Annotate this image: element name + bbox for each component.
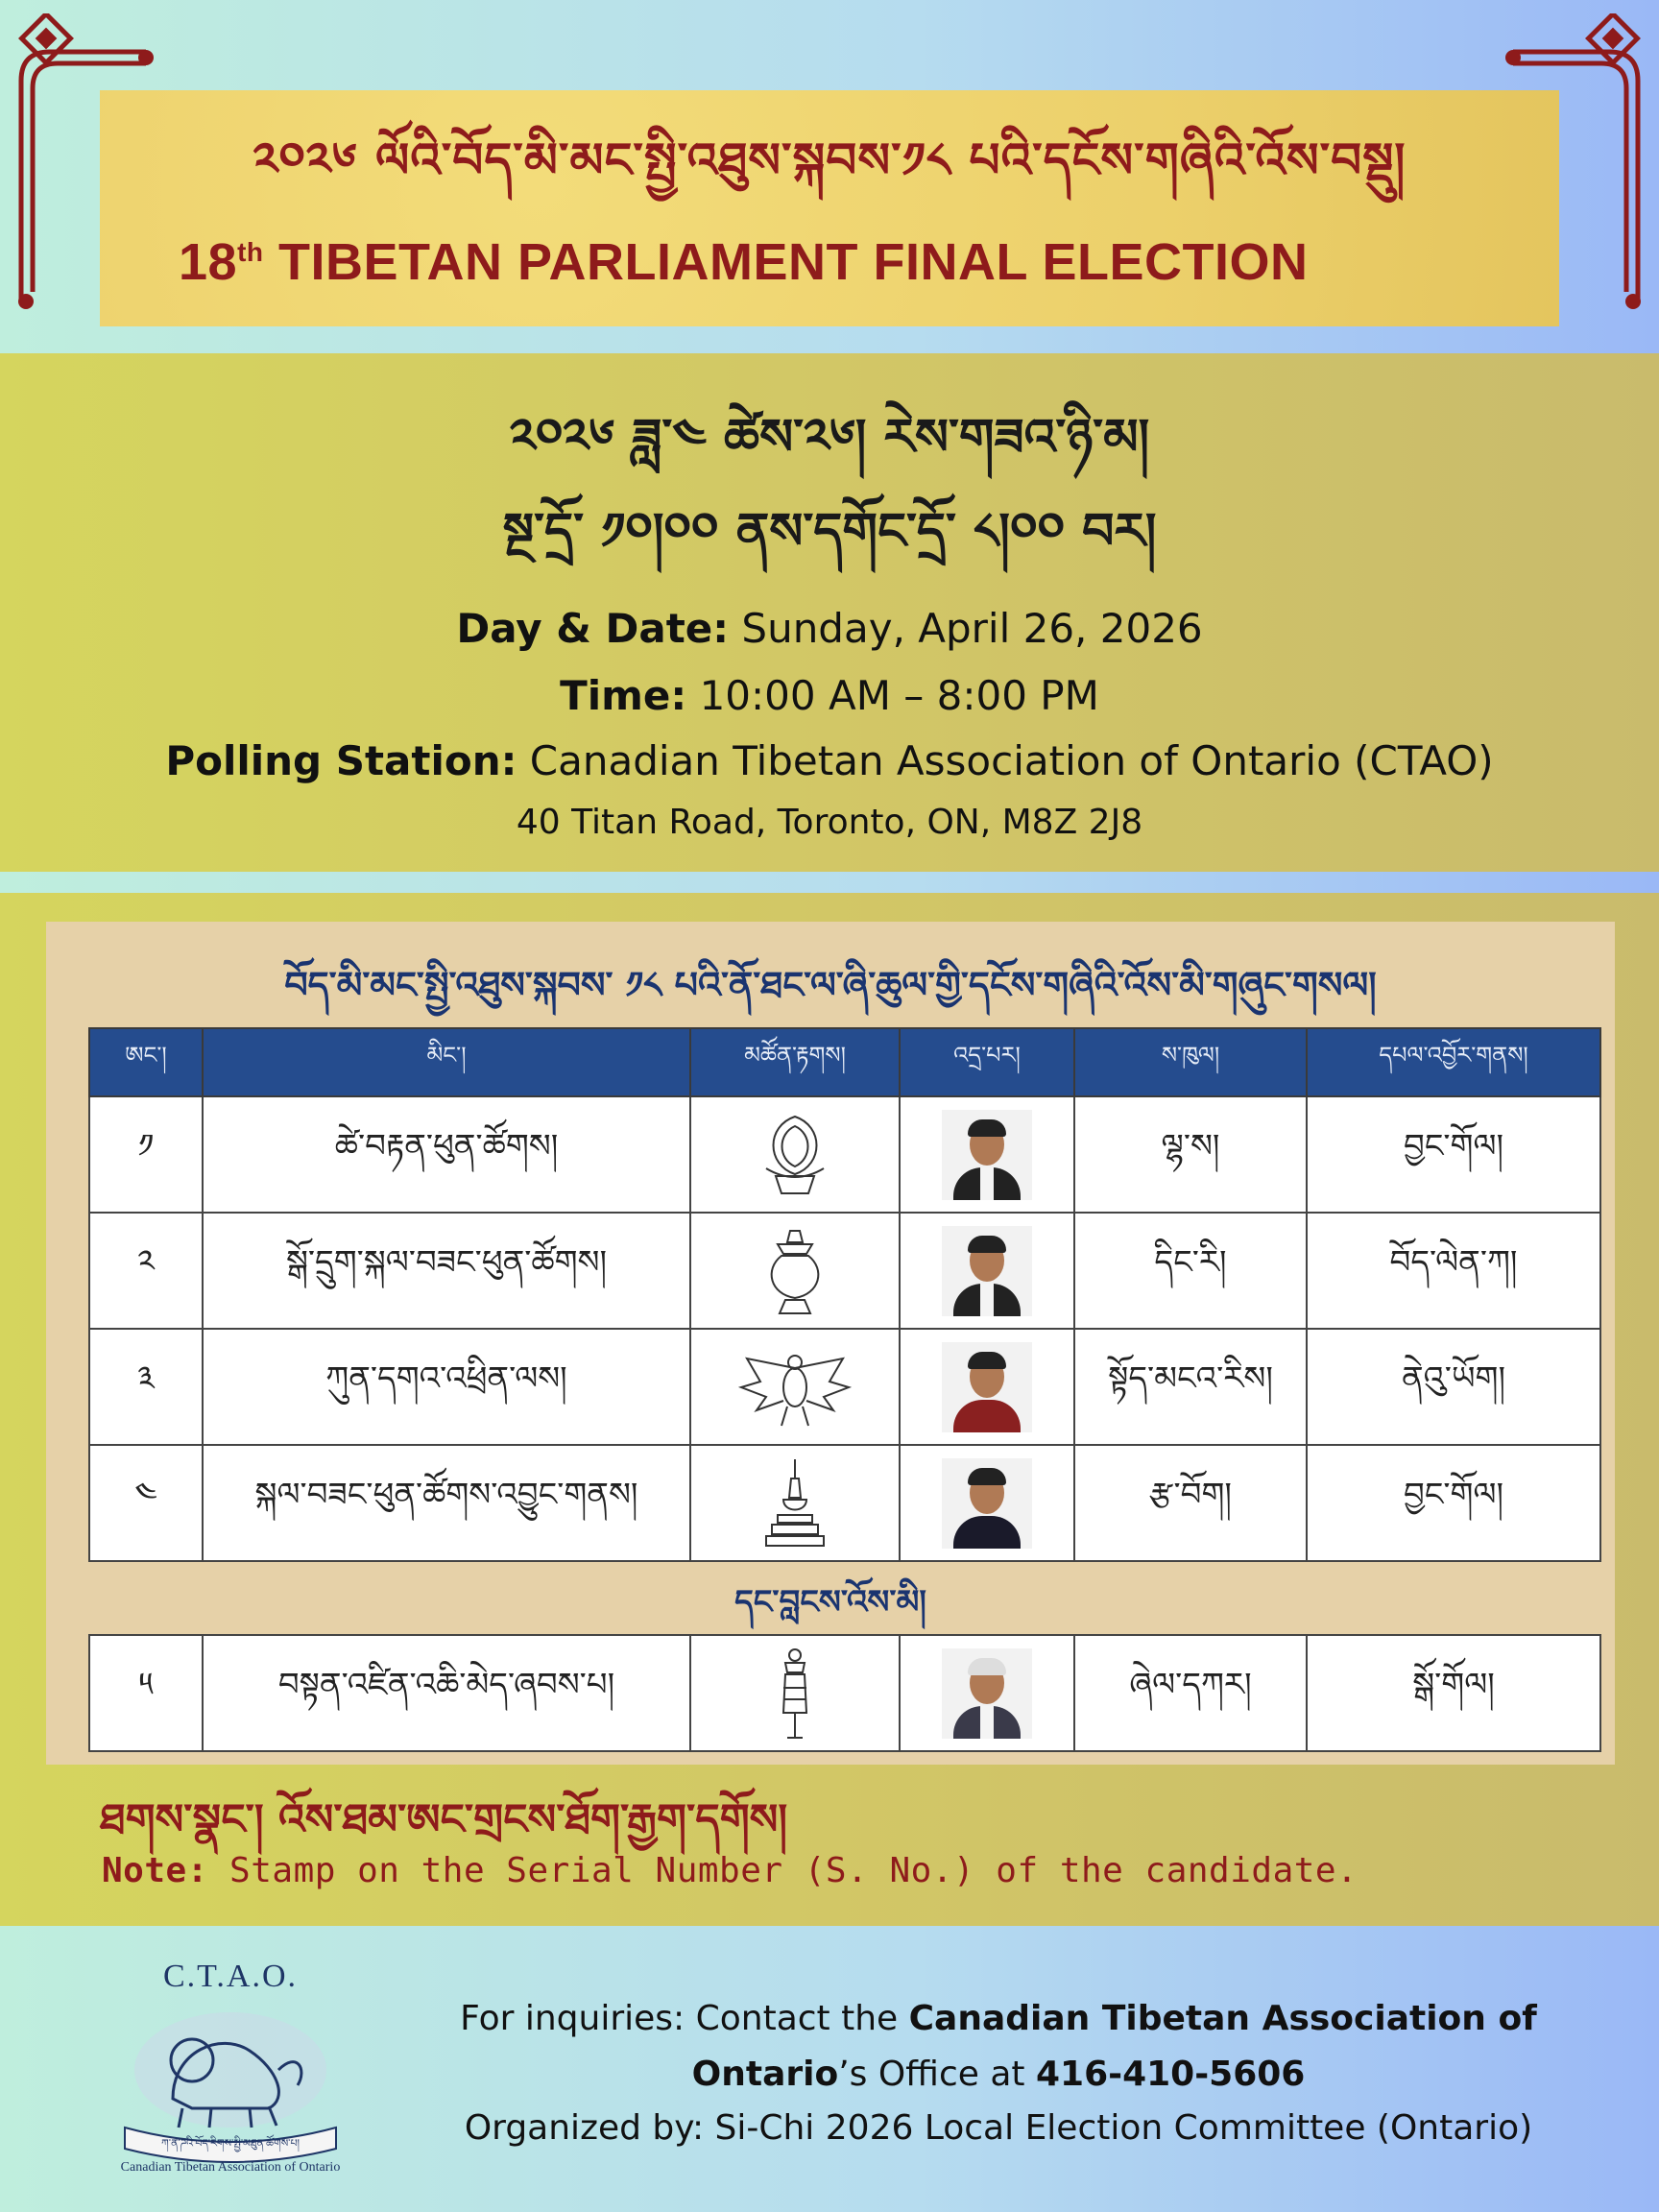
table-row (89, 1635, 1600, 1751)
table-header-row (89, 1028, 1600, 1096)
candidate-name: སྐལ་བཟང་ཕུན་ཚོགས་འབྱུང་གནས། (203, 1445, 690, 1561)
tibetan-time: སྔ་དྲོ་ ༡༠།༠༠ ནས་དགོང་དྲོ་ ༨།༠༠ བར། (502, 502, 1157, 561)
candidate-photo (900, 1445, 1074, 1561)
table-row (89, 1329, 1600, 1445)
candidate-place: བོད་ལེན་ཀ། (1307, 1213, 1600, 1329)
title-banner (100, 90, 1559, 326)
ballot-title: བོད་མི་མང་སྤྱི་འཐུས་སྐབས་ ༡༨ པའི་ནོ་ཐང་ལ་ཞི་ཆུལ་གྱི་དངོས་གཞིའི་འོས་མི་གཞུང་གསལ། (284, 963, 1377, 1006)
logo-caption: Canadian Tibetan Association of Ontario (120, 2160, 341, 2175)
candidate-region: རྩ་བོག། (1074, 1445, 1307, 1561)
candidate-name: ཚེ་བརྟན་ཕུན་ཚོགས། (203, 1096, 690, 1213)
tibetan-title: ༢༠༢༦ ལོའི་བོད་མི་མང་སྤྱི་འཐུས་སྐབས་༡༨ པའི་དངོས་གཞིའི་འོས་བསྡུ། (252, 132, 1407, 188)
polling-station-line: Polling Station: Canadian Tibetan Association of Ontario (CTAO) (165, 737, 1494, 784)
candidate-place: ནེའུ་ཡོག། (1307, 1329, 1600, 1445)
logo-acronym: C.T.A.O. (162, 1959, 299, 1994)
logo-banner-text: ཀ་ན་ཌའི་བོད་རིགས་སྤྱི་མཐུན་ཚོགས་པ། (161, 2137, 300, 2150)
header-number: ཨང་། (89, 1028, 203, 1096)
phone-number[interactable]: 416-410-5606 (1035, 2055, 1306, 2094)
candidate-name: ཀུན་དགའ་འཕྲིན་ལས། (203, 1329, 690, 1445)
serial-number[interactable]: ༣ (89, 1329, 203, 1445)
stupa-icon (690, 1445, 900, 1561)
snow-lion-icon (115, 1993, 346, 2166)
serial-number[interactable]: ༤ (89, 1445, 203, 1561)
candidate-photo (900, 1096, 1074, 1213)
table-row (89, 1213, 1600, 1329)
header-photo: འདྲ་པར། (900, 1028, 1074, 1096)
candidate-place: བྱང་གོལ། (1307, 1096, 1600, 1213)
header-region: ས་ཁུལ། (1074, 1028, 1307, 1096)
candidate-place: སྒོ་གོལ། (1307, 1635, 1600, 1751)
organizer-line: Organized by: Si-Chi 2026 Local Election Committee (Ontario) (464, 2108, 1533, 2148)
tibetan-note: ཐགས་སྣང་། འོས་ཐམ་ཨང་གྲངས་ཐོག་རྒྱག་དགོས། (100, 1795, 788, 1844)
tibetan-date: ༢༠༢༦ ཟླ་༤ ཚེས་༢༦། རེས་གཟའ་ཉི་མ། (509, 408, 1150, 467)
candidate-region: ཞེལ་དཀར། (1074, 1635, 1307, 1751)
inquiry-line-1: For inquiries: Contact the Canadian Tibetan Association of (460, 1999, 1537, 2038)
candidate-photo (900, 1329, 1074, 1445)
english-title: 18th TIBETAN PARLIAMENT FINAL ELECTION (179, 233, 1309, 291)
garuda-icon (690, 1329, 900, 1445)
independent-candidate-table (88, 1634, 1601, 1752)
candidate-place: བྱང་གོལ། (1307, 1445, 1600, 1561)
ballot-panel (46, 922, 1615, 1765)
candidate-photo (900, 1213, 1074, 1329)
header-place: དཔལ་འབྱོར་གནས། (1307, 1028, 1600, 1096)
header-symbol: མཚོན་རྟགས། (690, 1028, 900, 1096)
time-line: Time: 10:00 AM – 8:00 PM (560, 672, 1099, 719)
inquiry-line-2: Ontario’s Office at 416-410-5606 (691, 2055, 1306, 2094)
candidate-name: བསྟན་འཛིན་འཆི་མེད་ཞབས་པ། (203, 1635, 690, 1751)
schedule-section (0, 353, 1659, 872)
conch-flower-icon (690, 1096, 900, 1213)
candidate-region: ལྷ་ས། (1074, 1096, 1307, 1213)
ctao-logo (96, 1959, 365, 2185)
table-row (89, 1096, 1600, 1213)
victory-banner-icon (690, 1635, 900, 1751)
serial-number[interactable]: ༡ (89, 1096, 203, 1213)
candidate-region: སྟོད་མངའ་རིས། (1074, 1329, 1307, 1445)
table-row (89, 1445, 1600, 1561)
header-name: མིང་། (203, 1028, 690, 1096)
independent-candidate-label: དང་བླངས་འོས་མི། (734, 1583, 926, 1622)
treasure-vase-icon (690, 1213, 900, 1329)
serial-number[interactable]: ༢ (89, 1213, 203, 1329)
candidate-photo (900, 1635, 1074, 1751)
day-date-line: Day & Date: Sunday, April 26, 2026 (456, 605, 1203, 652)
candidate-region: དིང་རི། (1074, 1213, 1307, 1329)
english-note: Note: Stamp on the Serial Number (S. No.) of the candidate. (102, 1851, 1358, 1890)
candidate-name: སྒོ་དྲུག་སྐལ་བཟང་ཕུན་ཚོགས། (203, 1213, 690, 1329)
address-line: 40 Titan Road, Toronto, ON, M8Z 2J8 (516, 803, 1143, 842)
serial-number[interactable]: ༥ (89, 1635, 203, 1751)
candidate-table (88, 1027, 1601, 1562)
